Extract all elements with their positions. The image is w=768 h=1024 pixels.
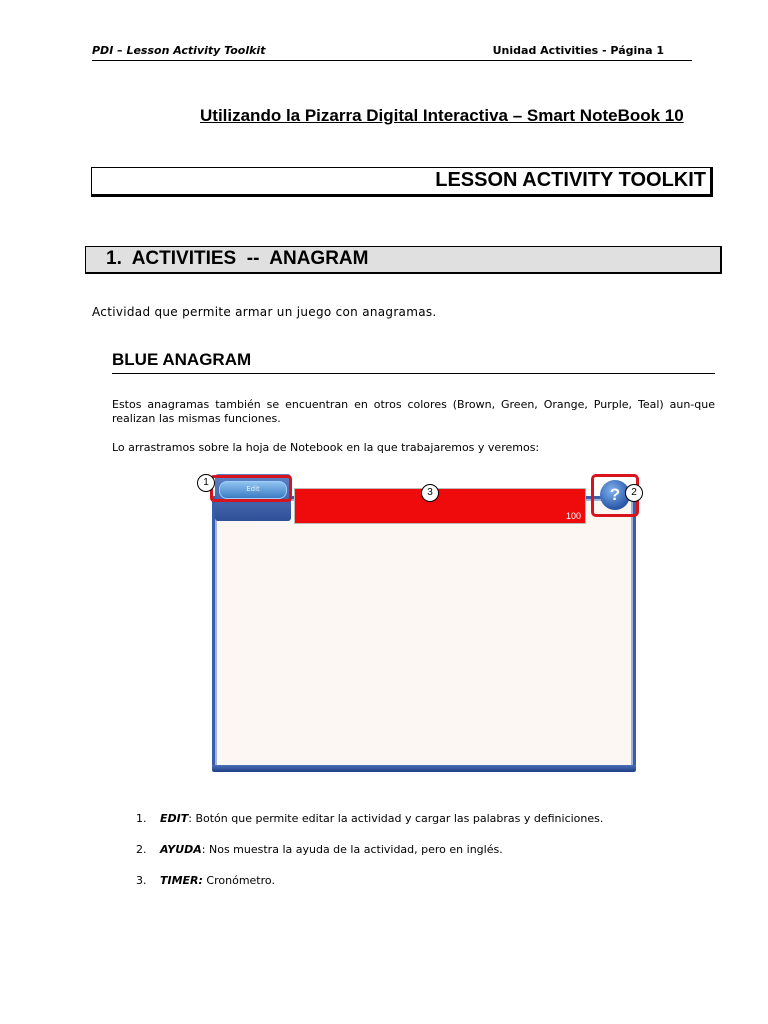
timer-bar	[294, 488, 586, 524]
main-title: Utilizando la Pizarra Digital Interactiva – Smart NoteBook 10	[200, 106, 684, 125]
callout-1: 1	[197, 474, 215, 492]
feature-list	[136, 812, 603, 905]
paragraph-drag: Lo arrastramos sobre la hoja de Notebook en la que trabajaremos y veremos:	[112, 441, 540, 454]
running-header	[92, 44, 692, 61]
anagram-screenshot	[203, 474, 640, 775]
subsection-heading	[112, 350, 715, 374]
list-text: Cronómetro.	[202, 874, 275, 887]
list-item	[136, 812, 603, 843]
help-icon: ?	[600, 480, 630, 510]
list-item	[136, 843, 603, 874]
running-header-right: Unidad Activities - Página 1	[492, 44, 664, 57]
list-term: AYUDA	[160, 843, 202, 856]
list-term: TIMER:	[160, 874, 203, 887]
list-number: 1.	[136, 812, 147, 825]
list-term: EDIT	[160, 812, 189, 825]
intro-text: Actividad que permite armar un juego con anagramas.	[92, 305, 437, 319]
section-heading-box	[85, 246, 722, 274]
section-title: 1. ACTIVITIES -- ANAGRAM	[106, 248, 369, 269]
list-number: 3.	[136, 874, 147, 887]
timer-value: 100	[565, 511, 581, 521]
toolkit-title: LESSON ACTIVITY TOOLKIT	[435, 169, 706, 191]
paragraph-colors: Estos anagramas también se encuentran en otros colores (Brown, Green, Orange, Purple, Teal) aun-que realizan las mismas funciones.	[112, 398, 715, 425]
toolkit-title-box	[91, 167, 713, 197]
list-text: : Nos muestra la ayuda de la actividad, pero en inglés.	[201, 843, 503, 856]
list-item	[136, 874, 603, 905]
running-header-left: PDI – Lesson Activity Toolkit	[92, 44, 266, 57]
callout-2: 2	[625, 484, 643, 502]
list-number: 2.	[136, 843, 147, 856]
list-text: : Botón que permite editar la actividad y cargar las palabras y definiciones.	[188, 812, 604, 825]
anagram-canvas	[212, 496, 636, 772]
anagram-frame-bottom	[212, 765, 636, 772]
subsection-title: BLUE ANAGRAM	[112, 350, 252, 369]
edit-button: Edit	[219, 481, 287, 499]
edit-highlight	[210, 475, 292, 502]
callout-3: 3	[421, 484, 439, 502]
